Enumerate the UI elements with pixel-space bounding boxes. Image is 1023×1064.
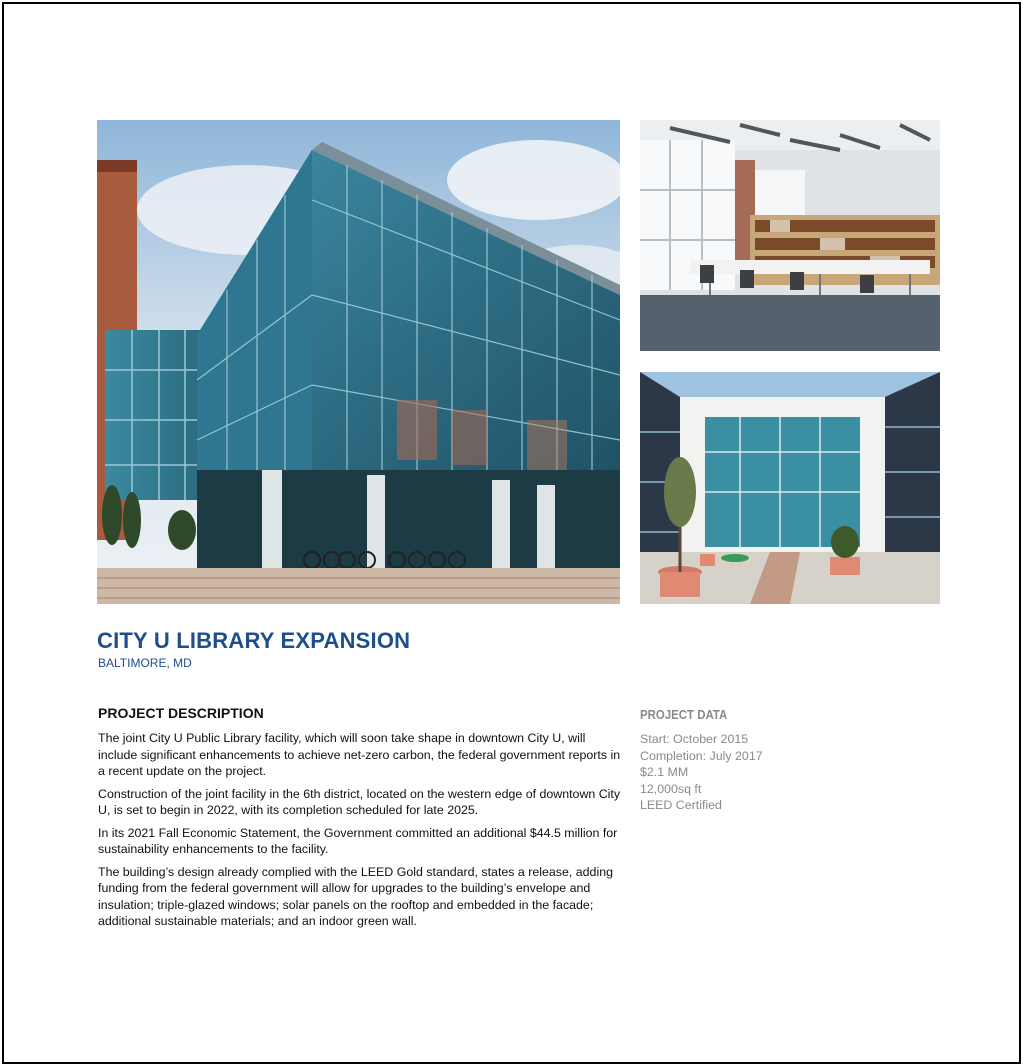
library-courtyard-photo xyxy=(640,372,940,604)
project-data-cost: $2.1 MM xyxy=(640,765,689,779)
project-title: CITY U LIBRARY EXPANSION xyxy=(97,628,411,653)
project-data-area: 12,000sq ft xyxy=(640,781,702,796)
document-page xyxy=(2,2,1021,1064)
project-data-start: Start: October 2015 xyxy=(640,732,749,746)
description-paragraph: The building’s design already complied with the LEED Gold standard, states a release, adding funding from the federal government will allow for upgrades to the building’s envelope and insulation; triple-glazed windows; solar panels on the rooftop and embedded in the facade; additional sustainable materials; and an indoor green wall. xyxy=(98,864,613,928)
project-description xyxy=(98,730,624,936)
description-paragraph: Construction of the joint facility in the 6th district, located on the western edge of downtown City U, is set to begin in 2022, with its completion scheduled for late 2025. xyxy=(98,786,621,817)
project-data-certification: LEED Certified xyxy=(640,798,722,812)
description-paragraph: In its 2021 Fall Economic Statement, the Government committed an additional $44.5 million for sustainability enhancements to the facility. xyxy=(98,825,618,856)
description-paragraph: The joint City U Public Library facility, which will soon take shape in downtown City U, will include significant enhancements to achieve net-zero carbon, the federal government reports in a recent update on the project. xyxy=(98,731,621,778)
project-description-heading: PROJECT DESCRIPTION xyxy=(98,705,264,721)
library-exterior-photo xyxy=(97,120,620,604)
project-data-heading: PROJECT DATA xyxy=(640,707,728,722)
project-location: BALTIMORE, MD xyxy=(98,656,192,670)
project-data-list xyxy=(640,731,763,814)
library-interior-photo xyxy=(640,120,940,351)
project-data-completion: Completion: July 2017 xyxy=(640,748,763,763)
